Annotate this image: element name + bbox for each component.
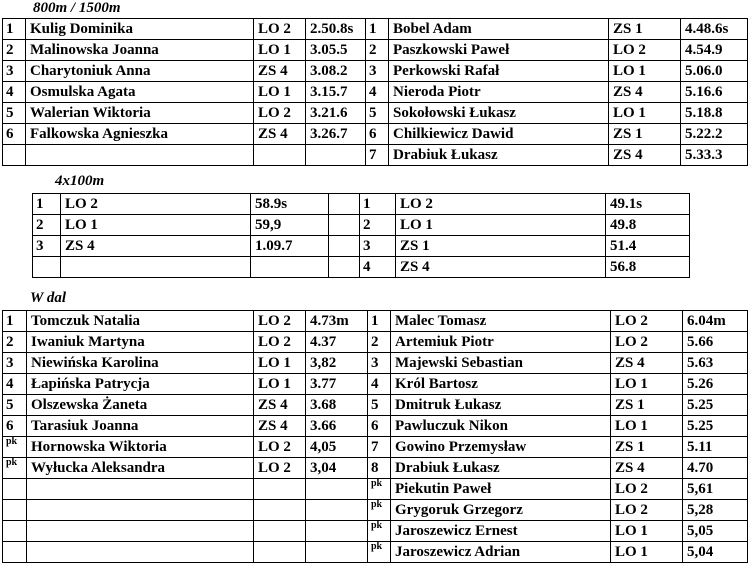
table-row xyxy=(3,479,748,500)
left-school: LO 1 xyxy=(254,40,306,61)
left-result: 58.9s xyxy=(251,194,329,215)
right-result: 5.22.2 xyxy=(681,124,748,145)
table-row xyxy=(3,416,748,437)
table-row xyxy=(3,395,748,416)
left-result: 3.05.5 xyxy=(306,40,366,61)
left-result xyxy=(306,521,368,542)
right-school: ZS 1 xyxy=(611,437,683,458)
left-result xyxy=(306,145,366,166)
left-athlete-name: Tomczuk Natalia xyxy=(27,311,254,332)
right-result: 5.26 xyxy=(683,374,748,395)
right-result: 5.63 xyxy=(683,353,748,374)
left-result: 4.37 xyxy=(306,332,368,353)
right-place: 2 xyxy=(366,40,389,61)
left-athlete-name: Charytoniuk Anna xyxy=(26,61,254,82)
table-row xyxy=(3,103,748,124)
right-school: LO 2 xyxy=(609,40,681,61)
left-result: 3,04 xyxy=(306,458,368,479)
left-result: 3.15.7 xyxy=(306,82,366,103)
table-row xyxy=(3,332,748,353)
left-place: 2 xyxy=(3,332,27,353)
right-team: ZS 1 xyxy=(396,236,606,257)
left-place: 2 xyxy=(3,40,26,61)
right-athlete-name: Perkowski Rafał xyxy=(389,61,609,82)
left-place: 6 xyxy=(3,124,26,145)
table-row xyxy=(33,215,690,236)
table-row xyxy=(3,61,748,82)
left-result: 3.08.2 xyxy=(306,61,366,82)
right-school: ZS 1 xyxy=(609,19,681,40)
left-school xyxy=(254,542,306,563)
right-place: 3 xyxy=(368,353,391,374)
left-athlete-name: Hornowska Wiktoria xyxy=(27,437,254,458)
left-team: ZS 4 xyxy=(61,236,251,257)
left-place: 5 xyxy=(3,103,26,124)
right-athlete-name: Majewski Sebastian xyxy=(391,353,611,374)
right-school: LO 2 xyxy=(611,332,683,353)
left-athlete-name: Walerian Wiktoria xyxy=(26,103,254,124)
right-school: LO 1 xyxy=(611,374,683,395)
left-result: 2.50.8s xyxy=(306,19,366,40)
left-school: LO 2 xyxy=(254,19,306,40)
right-result: 5.25 xyxy=(683,395,748,416)
left-place: 6 xyxy=(3,416,27,437)
right-athlete-name: Dmitruk Łukasz xyxy=(391,395,611,416)
right-result: 5.06.0 xyxy=(681,61,748,82)
left-place: 3 xyxy=(33,236,61,257)
left-place: 2 xyxy=(33,215,61,236)
left-athlete-name xyxy=(26,145,254,166)
right-result: 5.18.8 xyxy=(681,103,748,124)
left-athlete-name: Wyłucka Aleksandra xyxy=(27,458,254,479)
left-athlete-name: Łapińska Patrycja xyxy=(27,374,254,395)
right-place: 1 xyxy=(360,194,396,215)
rows-800m xyxy=(3,19,748,166)
left-place: 3 xyxy=(3,353,27,374)
left-place: 5 xyxy=(3,395,27,416)
left-place xyxy=(3,479,27,500)
left-place xyxy=(33,257,61,278)
left-school: LO 2 xyxy=(254,103,306,124)
right-place: 7 xyxy=(366,145,389,166)
right-result: 5.66 xyxy=(683,332,748,353)
right-result: 5.33.3 xyxy=(681,145,748,166)
left-result: 59,9 xyxy=(251,215,329,236)
right-place: 7 xyxy=(368,437,391,458)
table-row xyxy=(3,542,748,563)
right-place: 1 xyxy=(366,19,389,40)
right-school: LO 2 xyxy=(611,500,683,521)
left-school: LO 2 xyxy=(254,458,306,479)
right-school: ZS 1 xyxy=(609,124,681,145)
rows-4x100m xyxy=(33,194,690,278)
gap-cell xyxy=(329,236,360,257)
left-school xyxy=(254,479,306,500)
left-place xyxy=(3,521,27,542)
right-place: pk xyxy=(368,479,391,500)
right-athlete-name: Bobel Adam xyxy=(389,19,609,40)
results-table-800m-1500m xyxy=(2,18,748,166)
left-school: ZS 4 xyxy=(254,416,306,437)
left-result xyxy=(306,542,368,563)
left-school: LO 1 xyxy=(254,82,306,103)
right-school: LO 2 xyxy=(611,479,683,500)
table-row xyxy=(3,82,748,103)
left-school: LO 2 xyxy=(254,437,306,458)
gap-cell xyxy=(329,215,360,236)
table-row xyxy=(3,437,748,458)
results-table-long-jump xyxy=(2,310,748,563)
left-result: 3.66 xyxy=(306,416,368,437)
right-school: LO 1 xyxy=(611,542,683,563)
right-place: 2 xyxy=(360,215,396,236)
table-row xyxy=(33,194,690,215)
left-school: ZS 4 xyxy=(254,395,306,416)
table-row xyxy=(3,374,748,395)
left-place: 3 xyxy=(3,61,26,82)
right-school: LO 1 xyxy=(609,103,681,124)
left-place: 1 xyxy=(3,19,26,40)
right-athlete-name: Król Bartosz xyxy=(391,374,611,395)
rows-long-jump xyxy=(3,311,748,563)
table-row xyxy=(3,19,748,40)
right-athlete-name: Paszkowski Paweł xyxy=(389,40,609,61)
left-athlete-name: Iwaniuk Martyna xyxy=(27,332,254,353)
right-result: 4.48.6s xyxy=(681,19,748,40)
right-athlete-name: Jaroszewicz Adrian xyxy=(391,542,611,563)
right-result: 56.8 xyxy=(606,257,690,278)
table-row xyxy=(3,521,748,542)
left-result xyxy=(251,257,329,278)
left-result xyxy=(306,500,368,521)
left-school xyxy=(254,500,306,521)
right-result: 49.8 xyxy=(606,215,690,236)
left-team: LO 1 xyxy=(61,215,251,236)
right-athlete-name: Chilkiewicz Dawid xyxy=(389,124,609,145)
left-result: 3.26.7 xyxy=(306,124,366,145)
right-athlete-name: Grygoruk Grzegorz xyxy=(391,500,611,521)
right-place: pk xyxy=(368,521,391,542)
right-school: ZS 4 xyxy=(609,145,681,166)
left-place xyxy=(3,500,27,521)
right-school: LO 1 xyxy=(611,521,683,542)
right-school: ZS 4 xyxy=(611,458,683,479)
table-row xyxy=(3,500,748,521)
results-table-4x100m xyxy=(32,193,690,278)
right-result: 6.04m xyxy=(683,311,748,332)
left-school xyxy=(254,521,306,542)
left-result: 3.68 xyxy=(306,395,368,416)
left-place: 1 xyxy=(3,311,27,332)
right-athlete-name: Sokołowski Łukasz xyxy=(389,103,609,124)
left-school: LO 2 xyxy=(254,332,306,353)
left-place: 1 xyxy=(33,194,61,215)
right-place: 4 xyxy=(366,82,389,103)
left-result: 3.21.6 xyxy=(306,103,366,124)
right-result: 5.25 xyxy=(683,416,748,437)
right-result: 51.4 xyxy=(606,236,690,257)
table-row xyxy=(3,353,748,374)
left-school xyxy=(254,145,306,166)
left-athlete-name: Olszewska Żaneta xyxy=(27,395,254,416)
right-school: ZS 4 xyxy=(609,82,681,103)
left-team: LO 2 xyxy=(61,194,251,215)
left-result: 1.09.7 xyxy=(251,236,329,257)
left-place xyxy=(3,542,27,563)
left-school: LO 2 xyxy=(254,311,306,332)
table-row xyxy=(3,458,748,479)
left-athlete-name xyxy=(27,542,254,563)
heading-800m-1500m: 800m / 1500m xyxy=(33,0,121,16)
left-school: LO 1 xyxy=(254,353,306,374)
right-place: 6 xyxy=(368,416,391,437)
table-row xyxy=(33,257,690,278)
heading-long-jump: W dal xyxy=(30,290,66,306)
right-team: LO 1 xyxy=(396,215,606,236)
left-place: 4 xyxy=(3,82,26,103)
right-athlete-name: Artemiuk Piotr xyxy=(391,332,611,353)
left-place: pk xyxy=(3,437,27,458)
gap-cell xyxy=(329,257,360,278)
right-place: 4 xyxy=(368,374,391,395)
right-athlete-name: Drabiuk Łukasz xyxy=(391,458,611,479)
right-result: 5,61 xyxy=(683,479,748,500)
left-school: ZS 4 xyxy=(254,124,306,145)
right-place: 5 xyxy=(366,103,389,124)
right-athlete-name: Nieroda Piotr xyxy=(389,82,609,103)
right-place: 3 xyxy=(360,236,396,257)
right-place: 3 xyxy=(366,61,389,82)
heading-4x100m: 4x100m xyxy=(55,173,105,189)
table-row xyxy=(3,311,748,332)
left-athlete-name: Osmulska Agata xyxy=(26,82,254,103)
left-result xyxy=(306,479,368,500)
left-athlete-name xyxy=(27,479,254,500)
right-school: LO 1 xyxy=(611,416,683,437)
left-place xyxy=(3,145,26,166)
right-school: ZS 4 xyxy=(611,353,683,374)
right-place: 5 xyxy=(368,395,391,416)
right-result: 5,04 xyxy=(683,542,748,563)
left-place: pk xyxy=(3,458,27,479)
left-place: 4 xyxy=(3,374,27,395)
right-place: 6 xyxy=(366,124,389,145)
right-result: 49.1s xyxy=(606,194,690,215)
right-athlete-name: Gowino Przemysław xyxy=(391,437,611,458)
table-row xyxy=(3,124,748,145)
right-result: 5.11 xyxy=(683,437,748,458)
right-place: 4 xyxy=(360,257,396,278)
right-place: 1 xyxy=(368,311,391,332)
right-result: 5,28 xyxy=(683,500,748,521)
right-team: ZS 4 xyxy=(396,257,606,278)
left-result: 3,82 xyxy=(306,353,368,374)
right-athlete-name: Jaroszewicz Ernest xyxy=(391,521,611,542)
right-school: ZS 1 xyxy=(611,395,683,416)
right-place: 2 xyxy=(368,332,391,353)
right-school: LO 2 xyxy=(611,311,683,332)
left-athlete-name: Niewińska Karolina xyxy=(27,353,254,374)
left-athlete-name: Malinowska Joanna xyxy=(26,40,254,61)
left-result: 3.77 xyxy=(306,374,368,395)
right-athlete-name: Malec Tomasz xyxy=(391,311,611,332)
gap-cell xyxy=(329,194,360,215)
right-result: 5,05 xyxy=(683,521,748,542)
left-school: LO 1 xyxy=(254,374,306,395)
right-result: 4.70 xyxy=(683,458,748,479)
right-result: 5.16.6 xyxy=(681,82,748,103)
right-result: 4.54.9 xyxy=(681,40,748,61)
right-place: 8 xyxy=(368,458,391,479)
table-row xyxy=(3,40,748,61)
right-place: pk xyxy=(368,500,391,521)
right-athlete-name: Drabiuk Łukasz xyxy=(389,145,609,166)
left-result: 4.73m xyxy=(306,311,368,332)
right-athlete-name: Piekutin Paweł xyxy=(391,479,611,500)
right-team: LO 2 xyxy=(396,194,606,215)
left-athlete-name: Kulig Dominika xyxy=(26,19,254,40)
left-result: 4,05 xyxy=(306,437,368,458)
left-athlete-name: Tarasiuk Joanna xyxy=(27,416,254,437)
right-place: pk xyxy=(368,542,391,563)
left-school: ZS 4 xyxy=(254,61,306,82)
right-school: LO 1 xyxy=(609,61,681,82)
left-athlete-name: Falkowska Agnieszka xyxy=(26,124,254,145)
left-team xyxy=(61,257,251,278)
right-athlete-name: Pawluczuk Nikon xyxy=(391,416,611,437)
table-row xyxy=(33,236,690,257)
table-row xyxy=(3,145,748,166)
left-athlete-name xyxy=(27,500,254,521)
left-athlete-name xyxy=(27,521,254,542)
